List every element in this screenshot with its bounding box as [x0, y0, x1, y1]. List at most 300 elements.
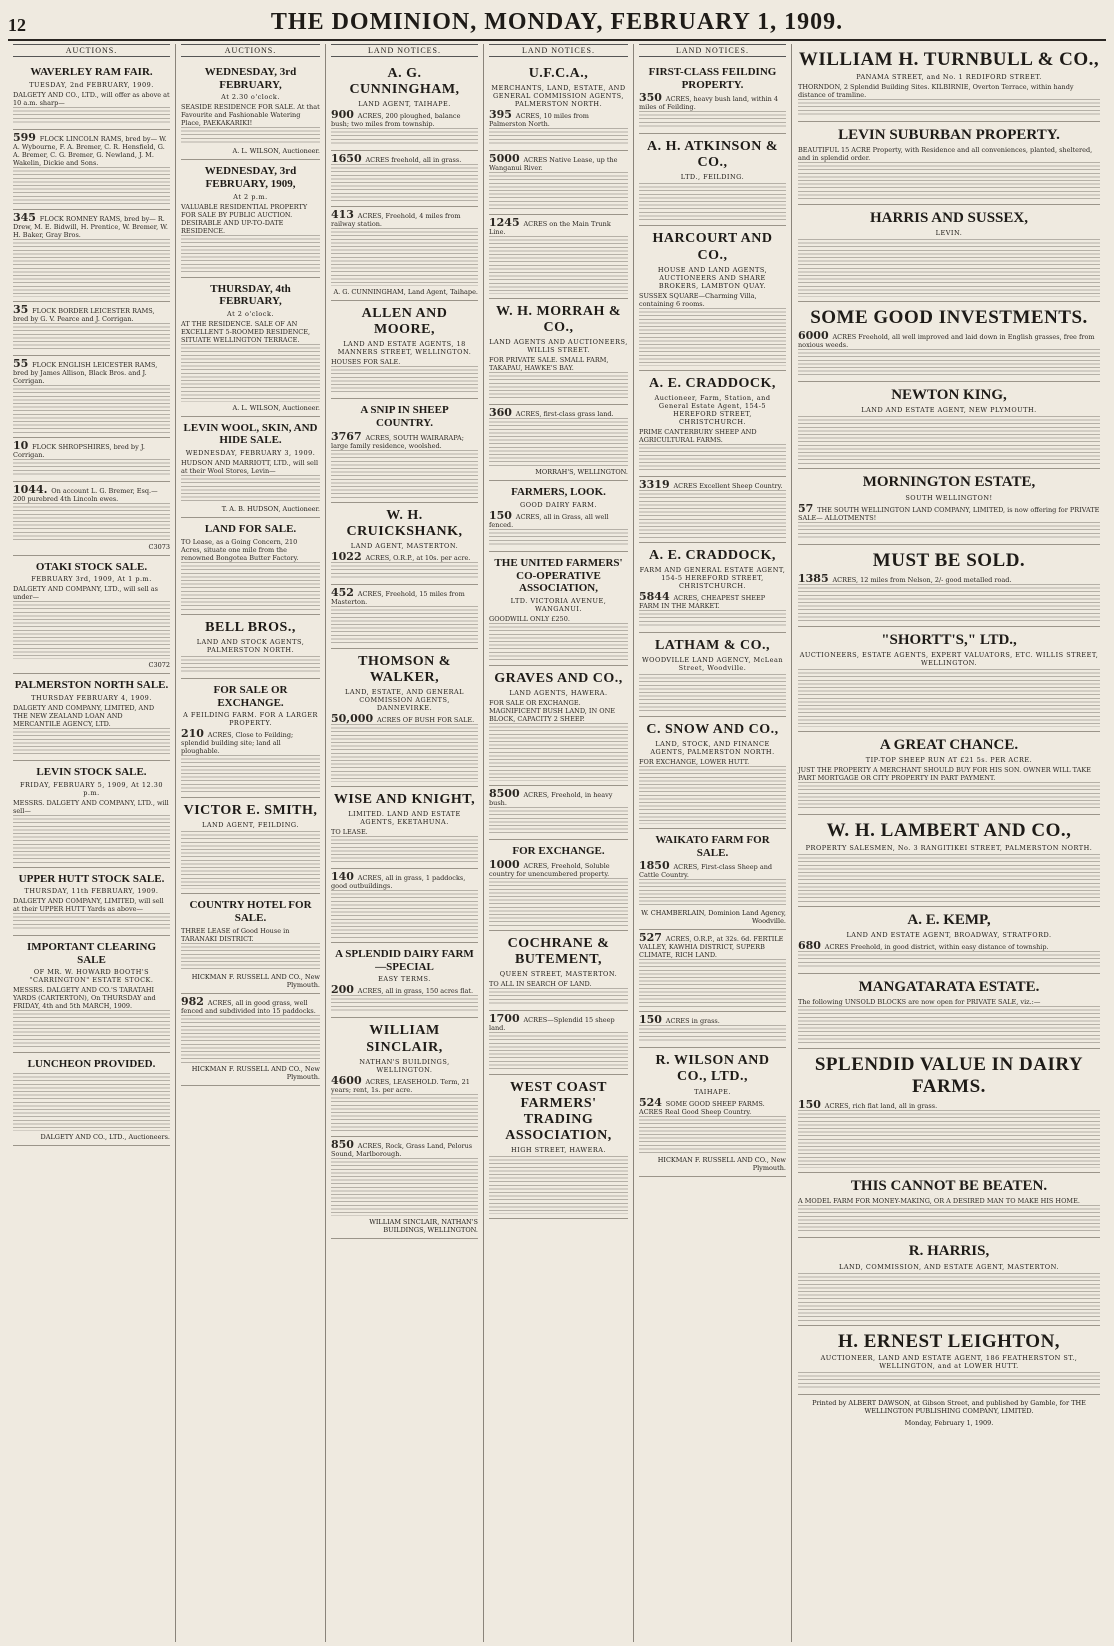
imprint: Printed by ALBERT DAWSON, at Gibson Street, and published by Gamble, for THE WELLINGTON PUBLISHING COMPANY, LIMITED.	[812, 1399, 1086, 1416]
ad-heading: WILLIAM SINCLAIR,	[366, 1023, 443, 1055]
ad-heading: WEDNESDAY, 3rd FEBRUARY,	[204, 66, 297, 91]
ad-text: PRIME CANTERBURY SHEEP AND AGRICULTURAL FARMS.	[639, 427, 757, 444]
ad-body	[331, 358, 478, 366]
advertisement	[331, 1018, 478, 1136]
ads-stack	[331, 61, 478, 1239]
ad-subheading: WEDNESDAY, FEBRUARY 3, 1909.	[185, 449, 316, 458]
ad-text: ACRES, all in Grass, all well fenced.	[489, 512, 609, 529]
ad-subheading: PANAMA STREET, and No. 1 REDIFORD STREET.	[856, 72, 1042, 81]
fine-print	[639, 959, 786, 1007]
advertisement	[639, 717, 786, 829]
advertisement	[331, 585, 478, 649]
fine-print	[639, 879, 786, 907]
fine-print	[331, 724, 478, 782]
column-6	[792, 44, 1106, 1642]
ad-body	[181, 459, 320, 475]
advertisement	[489, 840, 628, 931]
ad-text: ACRES, Close to Feilding; splendid building site; land all ploughable.	[181, 731, 294, 756]
ad-heading: W. H. MORRAH & CO.,	[495, 304, 622, 336]
ad-text: A MODEL FARM FOR MONEY-MAKING, OR A DESIRED MAN TO MAKE HIS HOME.	[798, 1197, 1080, 1206]
ad-subheading: TAIHAPE.	[694, 1087, 731, 1096]
ad-body	[13, 438, 170, 459]
ad-body	[331, 429, 478, 450]
ad-text: ACRES, Freehold, 4 miles from railway station.	[331, 212, 461, 229]
fine-print	[489, 529, 628, 547]
ad-subheading: FARM AND GENERAL ESTATE AGENT, 154-5 HEREFORD STREET, CHRISTCHURCH.	[639, 565, 786, 590]
ad-subheading: THURSDAY FEBRUARY 4, 1909.	[31, 693, 152, 702]
fine-print	[639, 111, 786, 129]
advertisement	[798, 907, 1100, 974]
advertisement	[181, 417, 320, 518]
ad-heading: HARCOURT AND CO.,	[652, 231, 773, 263]
ad-heading: LEVIN STOCK SALE.	[36, 765, 147, 778]
fine-print	[13, 239, 170, 297]
ad-subheading: LAND AGENT, MASTERTON.	[350, 541, 459, 550]
ad-text: FOR EXCHANGE, LOWER HUTT.	[639, 758, 750, 767]
ad-body	[489, 857, 628, 878]
ad-heading: COCHRANE & BUTEMENT,	[507, 935, 610, 967]
fine-print	[798, 1273, 1100, 1321]
ad-heading: LEVIN WOOL, SKIN, AND HIDE SALE.	[183, 421, 318, 447]
ad-subheading: LEVIN.	[935, 229, 963, 238]
ad-signature: DALGETY AND CO., LTD., Auctioneers.	[40, 1133, 170, 1142]
ad-text: ACRES, Freehold, 15 miles from Masterton.	[331, 589, 465, 606]
page-number: 12	[8, 15, 26, 35]
ad-lead-number: 524	[639, 1095, 666, 1109]
ad-body	[798, 766, 1100, 782]
ad-heading: W. H. LAMBERT AND CO.,	[826, 820, 1072, 842]
ad-lead-number: 360	[489, 406, 516, 420]
ad-body	[798, 941, 1100, 951]
ad-subheading: LTD. VICTORIA AVENUE, WANGANUI.	[510, 596, 607, 613]
fine-print	[489, 236, 628, 294]
ad-signature: A. L. WILSON, Auctioneer.	[232, 147, 320, 156]
ad-lead-number: 5844	[639, 589, 674, 603]
ad-heading: NEWTON KING,	[891, 387, 1007, 404]
ad-lead-number: 55	[13, 356, 33, 370]
ad-heading: WAIKATO FARM FOR SALE.	[655, 834, 770, 859]
ad-subheading: LAND AND STOCK AGENTS, PALMERSTON NORTH.	[196, 637, 305, 654]
fine-print	[798, 854, 1100, 902]
advertisement	[181, 679, 320, 798]
fine-print	[639, 183, 786, 221]
fine-print	[181, 943, 320, 971]
ad-subheading: LAND, STOCK, AND FINANCE AGENTS, PALMERSTON NORTH.	[650, 740, 775, 757]
ad-lead-number: 8500	[489, 786, 524, 800]
ad-lead-number: 350	[639, 91, 666, 105]
ad-body	[13, 210, 170, 239]
fine-print	[639, 490, 786, 538]
ad-body	[489, 110, 628, 128]
fine-print	[13, 459, 170, 477]
fine-print	[798, 584, 1100, 622]
ad-body	[489, 508, 628, 529]
ad-text: FLOCK ENGLISH LEICESTER RAMS, bred by James Allison, Black Bros. and J. Corrigan.	[13, 360, 158, 385]
column-header: LAND NOTICES.	[331, 44, 478, 57]
ad-heading: MUST BE SOLD.	[872, 549, 1026, 571]
advertisement	[798, 44, 1100, 122]
ads-stack	[181, 61, 320, 1086]
ad-body	[331, 549, 478, 563]
fine-print	[13, 728, 170, 756]
ad-body	[331, 872, 478, 890]
ad-heading: THURSDAY, 4th FEBRUARY,	[210, 282, 291, 308]
ad-subheading: PROPERTY SALESMEN, No. 3 RANGITIKEI STREET, PALMERSTON NORTH.	[805, 843, 1093, 852]
ad-heading: A. E. CRADDOCK,	[649, 547, 776, 563]
advertisement	[639, 371, 786, 477]
advertisement	[13, 556, 170, 675]
ad-text: ACRES, O.R.P., at 10s. per acre.	[365, 553, 471, 562]
fine-print	[489, 1156, 628, 1214]
ad-body	[13, 897, 170, 913]
ad-text: ACRES, Rock, Grass Land, Pelorus Sound, Marlborough.	[331, 1141, 473, 1158]
ad-heading: A. H. ATKINSON & CO.,	[646, 139, 779, 171]
ad-lead-number: 6000	[798, 329, 833, 343]
fine-print	[331, 450, 478, 498]
ad-lead-number: 452	[331, 585, 358, 599]
fine-print	[489, 172, 628, 210]
fine-print	[331, 1094, 478, 1132]
fine-print	[489, 988, 628, 1006]
ad-lead-number: 982	[181, 994, 208, 1008]
advertisement	[331, 61, 478, 151]
fine-print	[331, 366, 478, 394]
ad-heading: WILLIAM H. TURNBULL & CO.,	[798, 49, 1100, 70]
ad-text: On account L. G. Bremer, Esq.— 200 purebred 4th Lincoln ewes.	[13, 486, 158, 503]
ad-subheading: LAND AGENTS, HAWERA.	[509, 688, 608, 697]
ad-lead-number: 5000	[489, 152, 524, 166]
ad-lead-number: 345	[13, 210, 40, 224]
ad-subheading: A FEILDING FARM. FOR A LARGER PROPERTY.	[183, 711, 318, 728]
ad-heading: GRAVES AND CO.,	[494, 670, 623, 686]
ad-lead-number: 1850	[639, 859, 674, 873]
advertisement	[331, 1137, 478, 1239]
ad-subheading: AUCTIONEER, LAND AND ESTATE AGENT, 186 FEATHERSTON ST., WELLINGTON, and at LOWER HUTT.	[820, 1354, 1078, 1371]
ad-subheading: AUCTIONEERS, ESTATE AGENTS, EXPERT VALUATORS, ETC. WILLIS STREET, WELLINGTON.	[799, 650, 1099, 667]
ad-text: HOUSES FOR SALE.	[331, 358, 401, 367]
ad-text: ACRES Excellent Sheep Country.	[673, 481, 783, 490]
ad-subheading: HIGH STREET, HAWERA.	[510, 1146, 607, 1155]
ad-signature: T. A. B. HUDSON, Auctioneer.	[221, 505, 320, 514]
ad-lead-number: 1650	[331, 152, 366, 166]
ad-subheading: LAND AND ESTATE AGENT, NEW PLYMOUTH.	[861, 406, 1037, 415]
ad-heading: OTAKI STOCK SALE.	[35, 560, 148, 573]
ad-text: FOR PRIVATE SALE. SMALL FARM, TAKAPAU, HAWKE'S BAY.	[489, 356, 609, 373]
ad-body	[639, 477, 786, 491]
fine-print	[798, 782, 1100, 810]
ad-text: TO Lease, as a Going Concern, 210 Acres, situate one mile from the renowned Bongotea Butter Factory.	[181, 537, 299, 562]
ad-body	[639, 1095, 786, 1116]
fine-print	[798, 1372, 1100, 1390]
ad-subheading: NATHAN'S BUILDINGS, WELLINGTON.	[359, 1057, 450, 1074]
ad-body	[639, 589, 786, 610]
ad-body	[489, 356, 628, 372]
ad-body	[13, 704, 170, 728]
ad-lead-number: 3767	[331, 429, 366, 443]
ad-heading: WAVERLEY RAM FAIR.	[30, 66, 153, 78]
fine-print	[489, 372, 628, 400]
advertisement	[489, 215, 628, 299]
ad-body	[798, 331, 1100, 349]
ad-text: THREE LEASE of Good House in TARANAKI DISTRICT.	[181, 926, 290, 943]
ad-subheading: LAND, ESTATE, AND GENERAL COMMISSION AGENTS, DANNEVIRKE.	[345, 688, 464, 713]
ad-text: BEAUTIFUL 15 ACRE Property, with Residence and all conveniences, planted, sheltered, and in splendid order.	[798, 146, 1093, 163]
ad-body	[639, 292, 786, 308]
advertisement	[639, 1048, 786, 1176]
ad-text: MESSRS. DALGETY AND COMPANY, LTD., will sell—	[13, 798, 169, 815]
column-2	[176, 44, 326, 1642]
ad-lead-number: 3319	[639, 477, 674, 491]
ad-lead-number: 395	[489, 108, 516, 122]
ad-text: ACRES in grass.	[665, 1017, 720, 1026]
ad-lead-number: 10	[13, 438, 33, 452]
advertisement	[639, 930, 786, 1012]
advertisement	[798, 122, 1100, 205]
fine-print	[13, 503, 170, 541]
ad-text: FOR SALE OR EXCHANGE. MAGNIFICENT BUSH LAND, IN ONE BLOCK, CAPACITY 2 SHEEP.	[489, 698, 616, 723]
ad-text: TO ALL IN SEARCH OF LAND.	[489, 979, 592, 988]
ad-lead-number: 1044.	[13, 482, 52, 496]
ad-text: DALGETY AND COMPANY, LIMITED, AND THE NEW ZEALAND LOAN AND MERCANTILE AGENCY, LTD.	[13, 703, 155, 728]
ad-body	[798, 146, 1100, 162]
ad-lead-number: 900	[331, 108, 358, 122]
fine-print	[798, 1110, 1100, 1168]
ad-text: ACRES, all in grass, 1 paddocks, good outbuildings.	[331, 874, 466, 891]
ad-heading: VICTOR E. SMITH,	[183, 803, 318, 819]
imprint-date: Monday, February 1, 1909.	[904, 1419, 994, 1428]
fine-print	[798, 416, 1100, 464]
ad-text: ACRES Freehold, all well improved and laid down in English grasses, free from noxious weeds.	[798, 333, 1095, 350]
ad-body	[13, 799, 170, 815]
ad-signature: WILLIAM SINCLAIR, NATHAN'S BUILDINGS, WELLINGTON.	[369, 1217, 478, 1234]
advertisement	[798, 469, 1100, 544]
ad-text: AT THE RESIDENCE. SALE OF AN EXCELLENT 5-ROOMED RESIDENCE, SITUATE WELLINGTON TERRACE.	[181, 319, 311, 344]
ad-heading: W. H. CRUICKSHANK,	[346, 507, 463, 539]
ad-subheading: At 2 o'clock.	[227, 309, 274, 318]
ad-lead-number: 1000	[489, 857, 524, 871]
ad-lead-number: 599	[13, 130, 40, 144]
ad-heading: SPLENDID VALUE IN DAIRY FARMS.	[814, 1054, 1084, 1098]
ad-heading: U.F.C.A.,	[528, 66, 589, 81]
column-3	[326, 44, 484, 1642]
ad-heading: FARMERS, LOOK.	[511, 486, 606, 499]
ad-body	[13, 482, 170, 503]
advertisement	[489, 666, 628, 786]
column-header: AUCTIONS.	[13, 44, 170, 57]
fine-print	[181, 235, 320, 273]
ad-lead-number: 1385	[798, 571, 833, 585]
fine-print	[639, 308, 786, 366]
fine-print	[13, 323, 170, 351]
advertisement	[181, 994, 320, 1086]
fine-print	[639, 1116, 786, 1154]
ad-heading: IMPORTANT CLEARING SALE	[26, 941, 157, 966]
fine-print	[13, 815, 170, 863]
ad-text: MESSRS. DALGETY AND CO.'S TARATAHI YARDS (CARTERTON), On THURSDAY and FRIDAY, 4th and 5th MARCH, 1909.	[13, 986, 156, 1011]
fine-print	[13, 1010, 170, 1048]
ad-body	[13, 91, 170, 107]
ad-subheading: At 2.30 o'clock.	[221, 93, 280, 102]
fine-print	[13, 601, 170, 659]
ad-body	[489, 1011, 628, 1032]
advertisement	[489, 786, 628, 840]
ad-text: ACRES, all in good grass, well fenced and subdivided into 15 paddocks.	[181, 998, 316, 1015]
advertisement	[331, 207, 478, 301]
ad-heading: SOME GOOD INVESTMENTS.	[810, 307, 1088, 329]
advertisement	[798, 545, 1100, 627]
ad-lead-number: 35	[13, 302, 33, 316]
advertisement	[798, 205, 1100, 302]
fine-print	[798, 522, 1100, 540]
ad-text: JUST THE PROPERTY A MERCHANT SHOULD BUY FOR HIS SON. OWNER WILL TAKE PART MORTGAGE OR CITY PROPERTY IN PART PAYMENT.	[798, 766, 1091, 783]
ad-subheading: THURSDAY, 11th FEBRUARY, 1909.	[24, 887, 159, 896]
ad-body	[13, 356, 170, 385]
fine-print	[13, 107, 170, 125]
ad-text: ACRES, 200 ploughed, balance bush; two miles from township.	[331, 112, 461, 129]
ad-heading: WISE AND KNIGHT,	[333, 792, 476, 808]
fine-print	[798, 669, 1100, 727]
newspaper-title: THE DOMINION, MONDAY, FEBRUARY 1, 1909.	[270, 9, 844, 35]
ad-heading: ALLEN AND MOORE,	[361, 306, 448, 338]
advertisement	[181, 798, 320, 894]
ad-text: THE SOUTH WELLINGTON LAND COMPANY, LIMITED, is now offering for PRIVATE SALE— ALLOTMENTS!	[798, 505, 1100, 522]
ad-body	[639, 758, 786, 766]
advertisement	[798, 974, 1100, 1049]
fine-print	[489, 807, 628, 835]
fine-print	[181, 656, 320, 674]
ad-subheading: QUEEN STREET, MASTERTON.	[499, 969, 618, 978]
advertisement	[331, 503, 478, 585]
ad-body	[639, 1015, 786, 1025]
ad-lead-number: 527	[639, 931, 666, 945]
fine-print	[181, 562, 320, 610]
ad-text: ACRES freehold, all in grass.	[365, 156, 462, 165]
column-5	[634, 44, 792, 1642]
ad-heading: FOR EXCHANGE.	[512, 844, 605, 857]
ad-lead-number: 680	[798, 939, 825, 953]
advertisement	[639, 633, 786, 717]
ad-heading: H. ERNEST LEIGHTON,	[837, 1330, 1061, 1352]
advertisement	[331, 943, 478, 1018]
ad-subheading: LAND AND ESTATE AGENT, BROADWAY, STRATFORD.	[846, 931, 1052, 940]
ad-signature: C3073	[148, 542, 170, 551]
fine-print	[13, 913, 170, 931]
ad-body	[331, 1137, 478, 1158]
ad-body	[489, 615, 628, 623]
ad-heading: WEDNESDAY, 3rd FEBRUARY, 1909,	[204, 165, 297, 190]
ads-stack	[489, 61, 628, 1219]
ad-heading: PALMERSTON NORTH SALE.	[14, 679, 169, 692]
ad-heading: THOMSON & WALKER,	[358, 653, 451, 685]
ad-body	[798, 83, 1100, 99]
ad-subheading: FEBRUARY 3rd, 1909, At 1 p.m.	[31, 575, 152, 584]
fine-print	[798, 1205, 1100, 1233]
advertisement	[798, 732, 1100, 815]
fine-print	[489, 878, 628, 926]
ad-body	[181, 103, 320, 127]
ad-body	[331, 828, 478, 836]
fine-print	[331, 836, 478, 864]
fine-print	[13, 167, 170, 205]
advertisement	[489, 931, 628, 1011]
ad-text: GOODWILL ONLY £250.	[489, 614, 570, 623]
advertisement	[13, 438, 170, 482]
ad-subheading: FRIDAY, FEBRUARY 5, 1909, At 12.30 p.m.	[20, 780, 163, 797]
ad-text: ACRES Freehold, in good district, within easy distance of township.	[824, 943, 1049, 952]
fine-print	[489, 418, 628, 466]
ad-lead-number: 4600	[331, 1073, 366, 1087]
ad-body	[639, 861, 786, 879]
fine-print	[331, 890, 478, 938]
advertisement	[639, 1012, 786, 1048]
ad-signature: HICKMAN F. RUSSELL AND CO., New Plymouth.	[191, 1064, 320, 1081]
fine-print	[639, 1025, 786, 1043]
ad-text: ACRES, all in grass, 150 acres flat.	[357, 987, 474, 996]
ad-heading: UPPER HUTT STOCK SALE.	[18, 872, 165, 885]
ad-text: ACRES, heavy bush land, within 4 miles of Feilding.	[639, 95, 779, 112]
ad-subheading: LAND AGENT, TAIHAPE.	[358, 100, 451, 109]
advertisement	[13, 482, 170, 556]
advertisement	[13, 130, 170, 210]
fine-print	[331, 606, 478, 644]
advertisement	[489, 1011, 628, 1075]
advertisement	[13, 761, 170, 868]
ad-text: The following UNSOLD BLOCKS are now open for PRIVATE SALE, viz.:—	[798, 998, 1041, 1007]
ad-subheading: WOODVILLE LAND AGENCY, McLean Street, Woodville.	[641, 655, 783, 672]
fine-print	[181, 755, 320, 793]
ad-body	[181, 538, 320, 562]
advertisement	[489, 151, 628, 215]
fine-print	[489, 623, 628, 661]
fine-print	[798, 1006, 1100, 1044]
ad-heading: LEVIN SUBURBAN PROPERTY.	[838, 126, 1060, 143]
ad-heading: MANGATARATA ESTATE.	[858, 979, 1040, 996]
ad-body	[181, 320, 320, 344]
ad-subheading: LAND AGENTS AND AUCTIONEERS, WILLIS STREET.	[489, 338, 628, 355]
advertisement	[13, 674, 170, 761]
ad-subheading: LIMITED. LAND AND ESTATE AGENTS, EKETAHUNA.	[348, 810, 461, 827]
advertisement	[798, 815, 1100, 907]
advertisement	[798, 382, 1100, 469]
ad-text: TO LEASE.	[331, 828, 368, 837]
advertisement	[798, 1326, 1100, 1396]
ad-heading: LATHAM & CO.,	[654, 637, 771, 653]
ad-signature: MORRAH'S, WELLINGTON.	[535, 468, 628, 477]
ad-text: DALGETY AND COMPANY, LTD., will sell as under—	[13, 585, 158, 602]
ad-body	[798, 998, 1100, 1006]
ad-body	[489, 154, 628, 172]
ad-heading: COUNTRY HOTEL FOR SALE.	[189, 899, 312, 924]
ad-subheading: LTD., FEILDING.	[680, 173, 745, 182]
advertisement	[489, 552, 628, 666]
ad-heading: MORNINGTON ESTATE,	[862, 474, 1036, 491]
ad-heading: THIS CANNOT BE BEATEN.	[850, 1178, 1048, 1195]
ad-text: ACRES on the Main Trunk Line.	[489, 220, 611, 237]
ad-text: SOME GOOD SHEEP FARMS. ACRES Real Good Sheep Country.	[639, 1099, 765, 1116]
column-header: LAND NOTICES.	[489, 44, 628, 57]
fine-print	[181, 831, 320, 889]
ad-subheading: OF MR. W. HOWARD BOOTH'S "CARRINGTON" ESTATE STOCK.	[29, 968, 154, 985]
ad-body	[489, 786, 628, 807]
advertisement	[13, 210, 170, 302]
ad-heading: A. E. CRADDOCK,	[649, 375, 776, 391]
fine-print	[331, 128, 478, 146]
ad-text: SEASIDE RESIDENCE FOR SALE. At that Favourite and Fashionable Watering Place, PAEKAKARIKI!	[181, 103, 320, 128]
fine-print	[331, 562, 478, 580]
ad-signature: C3072	[148, 661, 170, 670]
column-1	[8, 44, 176, 1642]
fine-print	[181, 127, 320, 145]
